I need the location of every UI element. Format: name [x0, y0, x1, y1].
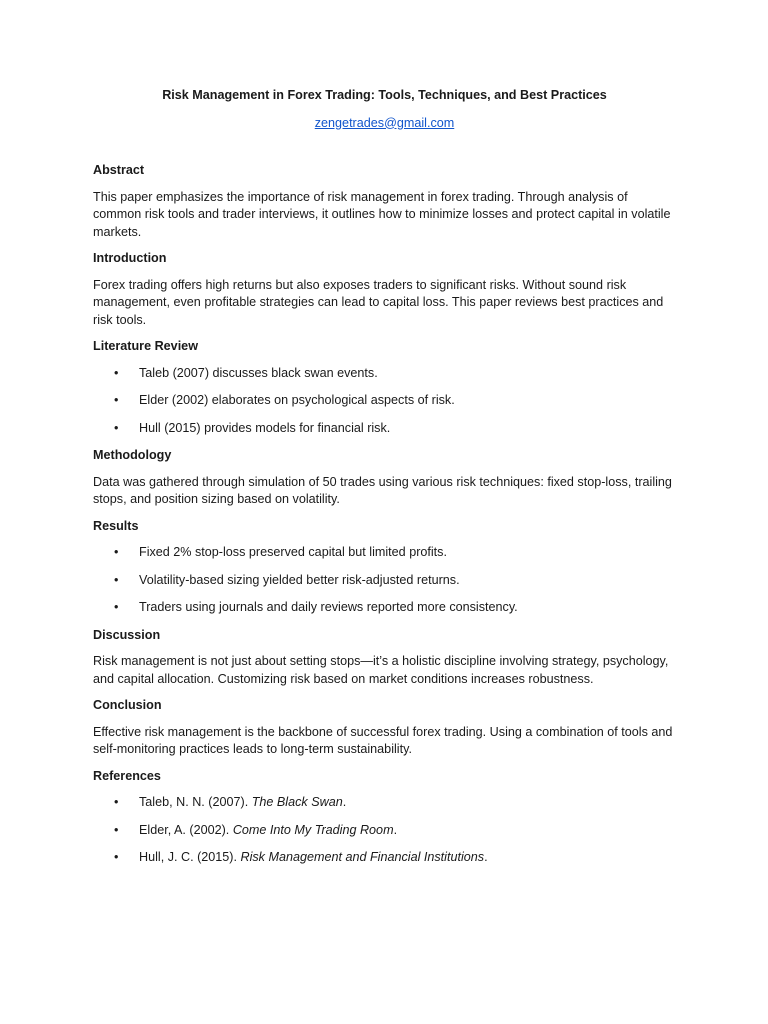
list-item-text: Traders using journals and daily reviews reported more consistency. — [139, 600, 518, 614]
references-section — [93, 768, 676, 867]
discussion-text: Risk management is not just about setting stops—it’s a holistic discipline involving strategy, psychology, and capital allocation. Customizing risk based on market conditions increases robustness. — [93, 654, 669, 686]
discussion-section — [93, 627, 676, 689]
list-item-text: Taleb (2007) discusses black swan events. — [139, 365, 378, 380]
author-email — [93, 115, 676, 133]
methodology-section — [93, 447, 676, 509]
section-heading-results: Results — [93, 518, 139, 533]
abstract-section — [93, 162, 676, 241]
conclusion-section — [93, 697, 676, 759]
email-link[interactable]: zengetrades@gmail.com — [314, 115, 455, 130]
document-title: Risk Management in Forex Trading: Tools, Techniques, and Best Practices — [162, 88, 607, 102]
bullet-icon: • — [114, 822, 119, 837]
reference-suffix: . — [393, 822, 398, 837]
list-item — [93, 365, 676, 383]
section-heading-references: References — [93, 768, 161, 783]
bullet-icon: • — [114, 365, 119, 380]
methodology-text: Data was gathered through simulation of 50 trades using various risk techniques: fixed stop-loss, trailing stops, and position sizing based on volatility. — [93, 474, 672, 506]
list-item — [93, 599, 676, 617]
literature-review-section — [93, 338, 676, 437]
reference-suffix: . — [342, 795, 347, 809]
bullet-icon: • — [114, 393, 119, 407]
section-heading-methodology: Methodology — [93, 448, 172, 462]
bullet-icon: • — [114, 420, 119, 435]
reference-suffix: . — [484, 850, 488, 864]
results-section — [93, 518, 676, 617]
list-item-text: Fixed 2% stop-loss preserved capital but limited profits. — [139, 545, 447, 559]
reference-author: Hull, J. C. (2015). — [139, 850, 241, 864]
section-heading-discussion: Discussion — [93, 627, 161, 642]
list-item-text: Hull (2015) provides models for financial risk. — [139, 420, 391, 435]
conclusion-text: Effective risk management is the backbone of successful forex trading. Using a combination of tools and self-monitoring practices leads to long-term sustainability. — [93, 724, 673, 756]
list-item — [93, 420, 676, 438]
list-item — [93, 544, 676, 562]
list-item — [93, 572, 676, 590]
section-heading-conclusion: Conclusion — [93, 698, 162, 712]
reference-work-title: The Black Swan — [251, 795, 343, 809]
results-list — [93, 544, 676, 617]
list-item — [93, 392, 676, 410]
bullet-icon: • — [114, 572, 119, 587]
section-heading-introduction: Introduction — [93, 251, 167, 265]
list-item-text: Volatility-based sizing yielded better risk-adjusted returns. — [139, 572, 460, 587]
abstract-text: This paper emphasizes the importance of risk management in forex trading. Through analysis of common risk tools and trader interviews, it outlines how to minimize losses and protect capital in volatile markets. — [93, 189, 671, 239]
section-heading-literature-review: Literature Review — [93, 339, 198, 353]
reference-item — [93, 849, 676, 867]
reference-item — [93, 822, 676, 840]
bullet-icon: • — [114, 545, 119, 559]
section-heading-abstract: Abstract — [93, 163, 145, 177]
introduction-section — [93, 250, 676, 329]
literature-review-list — [93, 365, 676, 438]
bullet-icon: • — [114, 795, 119, 809]
introduction-text: Forex trading offers high returns but also exposes traders to significant risks. Without sound risk management, even profitable strategies can lead to capital loss. This paper reviews best practices and risk tools. — [93, 277, 664, 327]
reference-author: Elder, A. (2002). — [139, 822, 233, 837]
bullet-icon: • — [114, 600, 119, 614]
reference-author: Taleb, N. N. (2007). — [139, 795, 252, 809]
reference-work-title: Come Into My Trading Room — [232, 822, 394, 837]
bullet-icon: • — [114, 850, 119, 864]
reference-item — [93, 794, 676, 812]
reference-work-title: Risk Management and Financial Institutions — [240, 850, 485, 864]
list-item-text: Elder (2002) elaborates on psychological aspects of risk. — [139, 393, 455, 407]
references-list — [93, 794, 676, 867]
